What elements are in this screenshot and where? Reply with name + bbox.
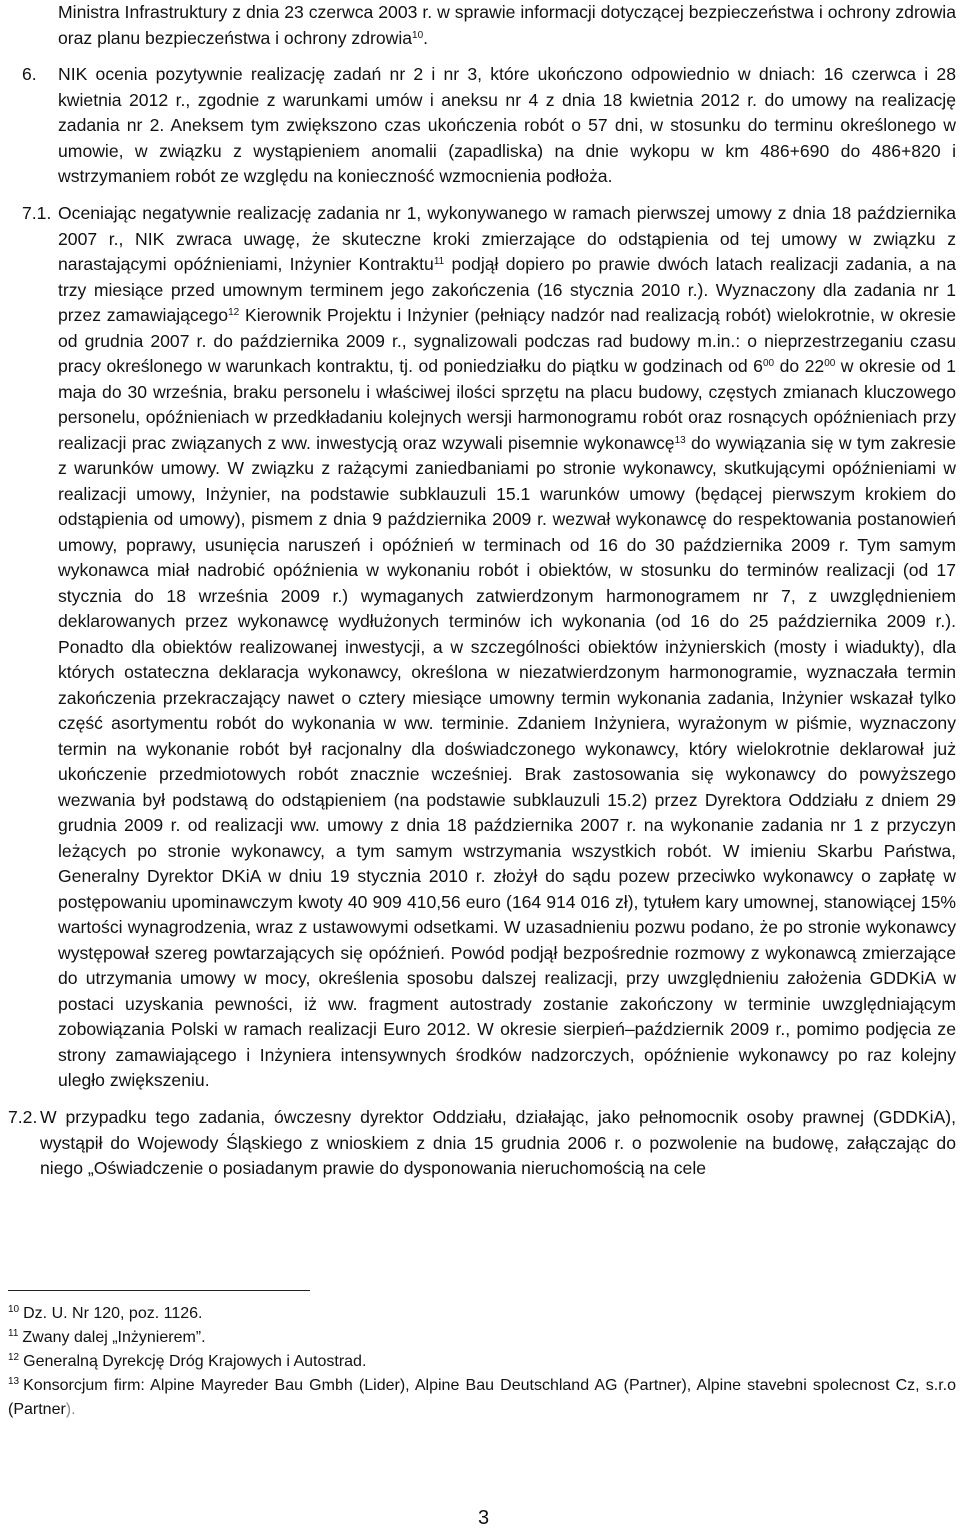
footnote-text: Generalną Dyrekcję Dróg Krajowych i Autostrad. bbox=[23, 1353, 367, 1370]
footnote-separator bbox=[8, 1290, 310, 1291]
footnote-mark: 10 bbox=[8, 1304, 20, 1315]
footnote-12 bbox=[8, 1350, 956, 1374]
footnote-text: Zwany dalej „Inżynierem”. bbox=[22, 1329, 206, 1346]
footnote-10 bbox=[8, 1302, 956, 1326]
page-number: 3 bbox=[478, 1507, 490, 1529]
point-7-1-text-c: Kierownik Projektu i Inżynier (pełniący nadzór nad realizacją robót) wielokrotnie, w okresie od grudnia 2007 r. do października 2009 r., sygnalizowali podczas rad budowy m.in.: o nieprzestrzeganiu czasu pracy określonego w warunkach kontraktu, tj. od poniedziałku do piątku w godzinach od 6 bbox=[58, 305, 956, 376]
point-7-1-text-a: Oceniając negatywnie realizację zadania nr 1, wykonywanego w ramach pierwszej umowy z dnia 18 października 2007 r., NIK zwraca uwagę, że skuteczne kroki zmierzające do odstąpienia od tej umowy w związku z narastającymi opóźnieniami, Inżynier Kontraktu bbox=[58, 203, 956, 274]
hour-superscript-end: 00 bbox=[824, 358, 836, 369]
footnotes bbox=[8, 1302, 956, 1422]
lead-paragraph bbox=[58, 0, 956, 51]
point-7-2-paragraph: W przypadku tego zadania, ówczesny dyrektor Oddziału, działając, jako pełnomocnik osoby prawnej (GDDKiA), wystąpił do Wojewody Śląskiego z wnioskiem z dnia 15 grudnia 2006 r. o pozwolenie na budowę, załączając do niego „Oświadczenie o posiadanym prawie do dysponowania nieruchomością na cele bbox=[40, 1107, 956, 1178]
point-7-1-text-d: do 22 bbox=[774, 356, 825, 376]
footnote-text: Konsorcjum firm: Alpine Mayreder Bau Gmbh (Lider), Alpine Bau Deutschland AG (Partner), Alpine stavebni spolecnost Cz, s.r.o (Partner bbox=[8, 1377, 956, 1418]
point-6-paragraph: NIK ocenia pozytywnie realizację zadań nr 2 i nr 3, które ukończono odpowiednio w dniach: 16 czerwca i 28 kwietnia 2012 r., zgodnie z warunkami umów i aneksu nr 4 z dnia 18 kwietnia 2012 r. do umowy na realizację zadania nr 2. Aneksem tym zwiększono czas ukończenia robót o 57 dni, w stosunku do terminu określonego w umowie, w związku z wystąpieniem anomalii (zapadliska) na dnie wykopu w km 486+690 do 486+820 i wstrzymaniem robót ze względu na konieczność wzmocnienia podłoża. bbox=[58, 64, 956, 186]
lead-text-end: . bbox=[423, 27, 429, 48]
footnote-ref-12[interactable]: 12 bbox=[228, 307, 240, 318]
footnote-mark: 13 bbox=[8, 1376, 20, 1387]
lead-text: Ministra Infrastruktury z dnia 23 czerwca 2003 r. w sprawie informacji dotyczącej bezpieczeństwa i ochrony zdrowia oraz planu bezpieczeństwa i ochrony zdrowia bbox=[58, 2, 956, 48]
point-7-1-text-f: do wywiązania się w tym zakresie z warunków umowy. W związku z rażącymi zaniedbaniami po stronie wykonawcy, skutkującymi opóźnieniami w realizacji umowy, Inżynier, na podstawie subklauzuli 15.1 warunków umowy (będącej pierwszym krokiem do odstąpienia od umowy), pismem z dnia 9 października 2009 r. wezwał wykonawcę do respektowania postanowień umowy, poprawy, usunięcia naruszeń i opóźnień w terminach od 16 do 30 października 2009 r. Tym samym wykonawca miał nadrobić opóźnienia w wykonaniu robót i obiektów, w stosunku do terminów realizacji (od 17 stycznia do 18 września 2009 r.) wymaganych zatwierdzonym harmonogramem nr 7, z uwzględnieniem deklarowanych przez wykonawcę wydłużonych terminów ich wykonania (od 16 do 25 października 2009 r.). Ponadto dla obiektów realizowanej inwestycji, a w szczególności obiektów inżynierskich (mosty i wiadukty), dla których ostateczna deklaracja wykonawcy, określona w niezatwierdzonym harmonogramie, wyznaczała termin zakończenia przekraczający nawet o cztery miesiące umowny termin wykonania zadania, Inżynier wskazał tylko część asortymentu robót do wykonania w ww. terminie. Zdaniem Inżyniera, wyrażonym w piśmie, wyznaczony termin na wykonanie robót był racjonalny dla doświadczonego wykonawcy, który wielokrotnie deklarował już ukończenie przedmiotowych robót znacznie wcześniej. Brak zastosowania się wykonawcy do powyższego wezwania był podstawą do odstąpieniem (na podstawie subklauzuli 15.2) przez Dyrektora Oddziału z dniem 29 grudnia 2009 r. od realizacji ww. umowy z dnia 18 października 2007 r. na wykonanie zadania nr 1 z przyczyn leżących po stronie wykonawcy, a tym samym wstrzymania wszystkich robót. W imieniu Skarbu Państwa, Generalny Dyrektor DKiA w dniu 19 stycznia 2010 r. złożył do sądu pozew przeciwko wykonawcy o zapłatę w postępowaniu upominawczym kwoty 40 909 410,56 euro (164 914 016 zł), tytułem kary umownej, stanowiącej 15% wartości wynagrodzenia, wraz z ustawowymi odsetkami. W uzasadnieniu pozwu podano, że po stronie wykonawcy występował szereg powtarzających się opóźnień. Powód podjął bezpośrednie rozmowy z wykonawcą zmierzające do utrzymania umowy w mocy, określenia sposobu dalszej realizacji, przy uwzględnieniu założenia GDDKiA w postaci uzyskania pewności, iż ww. fragment autostrady zostanie zakończony w terminie uwzględniającym zobowiązania Polski w ramach realizacji Euro 2012. W okresie sierpień–październik 2009 r., pomimo podjęcia ze strony zamawiającego i Inżyniera intensywnych środków nadzorczych, opóźnienie wykonawcy po raz kolejny uległo zwiększeniu. bbox=[58, 432, 956, 1090]
point-6-number: 6. bbox=[22, 64, 37, 84]
point-7-1-text-b: podjął dopiero po prawie dwóch latach realizacji zadania, a na trzy miesiące przed umownym terminem jego zakończenia (16 stycznia 2010 r.). Wyznaczony dla zadania nr 1 przez zamawiającego bbox=[58, 254, 957, 325]
footnote-11 bbox=[8, 1326, 956, 1350]
footnote-text: Dz. U. Nr 120, poz. 1126. bbox=[23, 1305, 203, 1322]
footnote-ref-10[interactable]: 10 bbox=[412, 29, 424, 41]
footnote-ref-11[interactable]: 11 bbox=[433, 256, 445, 267]
footnote-ref-13[interactable]: 13 bbox=[674, 434, 686, 446]
footnote-13 bbox=[8, 1374, 956, 1422]
hour-superscript-start: 00 bbox=[762, 358, 775, 369]
point-7-2-number: 7.2. bbox=[8, 1107, 38, 1127]
footnote-text-end: ). bbox=[65, 1401, 76, 1418]
footnote-mark: 12 bbox=[8, 1352, 20, 1363]
point-7-1-number: 7.1. bbox=[22, 203, 52, 223]
point-7-1-text-e: w okresie od 1 maja do 30 września, braku personelu i właściwej ilości sprzętu na placu budowy, częstych zmianach kluczowego personelu, opóźnieniach w przedkładaniu kolejnych wersji harmonogramu robót oraz rosnących opóźnieniach przy realizacji prac związanych z ww. inwestycją oraz wzywali pisemnie wykonawcę bbox=[58, 356, 956, 453]
point-7-1-paragraph bbox=[58, 201, 956, 1094]
footnote-mark: 11 bbox=[8, 1328, 19, 1339]
